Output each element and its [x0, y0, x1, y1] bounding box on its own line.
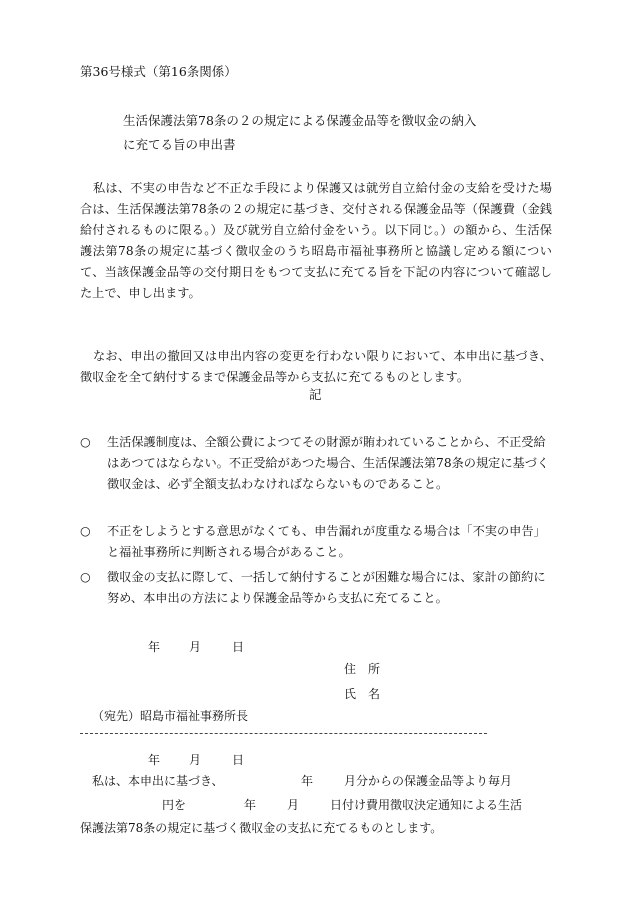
approval-line2-yen-label: 円を [162, 798, 187, 812]
circle-bullet-icon: ○ [80, 570, 91, 584]
confirmation-item [80, 432, 552, 495]
approval-line3: 保護法第78条の規定に基づく徴収金の支払に充てるものとします。 [80, 821, 443, 835]
confirmation-item [80, 521, 552, 563]
body-paragraph-withdrawal: なお、申出の撤回又は申出内容の変更を行わない限りにおいて、本申出に基づき、徴収金を全て納付するまで保護金品等から支払に充てるものとします。 [80, 349, 552, 384]
cut-line-divider [80, 733, 487, 734]
confirmation-item-text: 徴収金の支払に際して、一括して納付することが困難な場合には、家計の節約に努め、本申出の方法により保護金品等から支払に充てること。 [107, 570, 546, 605]
approval-line2-month-label: 月 [287, 798, 300, 812]
form-number: 第36号様式（第16条関係） [80, 64, 237, 79]
approval-date-month-label: 月 [189, 753, 202, 767]
addressee: （宛先）昭島市福祉事務所長 [92, 709, 249, 723]
document-title-line1: 生活保護法第78条の２の規定による保護金品等を徴収金の納入 [123, 113, 477, 128]
approval-line1-prefix: 私は、本申出に基づき、 [92, 774, 224, 788]
applicant-date-year-label: 年 [148, 640, 161, 654]
approval-line2-suffix: 日付け費用徴収決定通知による生活 [330, 798, 523, 812]
document-title-line2: に充てる旨の申出書 [123, 137, 236, 152]
circle-bullet-icon: ○ [80, 524, 91, 538]
approval-date-year-label: 年 [148, 753, 161, 767]
confirmation-item-text: 生活保護制度は、全額公費によつてその財源が賄われていることから、不正受給はあつてはならない。不正受給があつた場合、生活保護法第78条の規定に基づく徴収金は、必ず全額支払わなければならないものであること。 [107, 435, 550, 491]
approval-date-day-label: 日 [232, 753, 245, 767]
approval-line1-year-label: 年 [301, 774, 314, 788]
body-paragraph-declaration: 私は、不実の申告など不正な手段により保護又は就労自立給付金の支給を受けた場合は、生活保護法第78条の２の規定に基づき、交付される保護金品等（保護費（金銭給付されるものに限る。）及び就労自立給付金をいう。以下同じ。）の額から、生活保護法第78条の規定に基づく徴収金のうち昭島市福祉事務所と協議し定める額について、当該保護金品等の交付期日をもつて支払に充てる旨を下記の内容について確認した上で、申し出ます。 [80, 181, 552, 300]
address-label: 住 所 [344, 662, 381, 676]
confirmation-item [80, 567, 552, 609]
approval-line2-year-label: 年 [244, 798, 257, 812]
name-label: 氏 名 [344, 687, 381, 701]
approval-line1-suffix: 月分からの保護金品等より毎月 [344, 774, 513, 788]
confirmation-item-text: 不正をしようとする意思がなくても、申告漏れが度重なる場合は「不実の申告」と福祉事務所に判断される場合があること。 [107, 524, 546, 559]
applicant-date-day-label: 日 [232, 640, 245, 654]
ki-heading: 記 [309, 387, 322, 402]
circle-bullet-icon: ○ [80, 435, 91, 449]
applicant-date-month-label: 月 [189, 640, 202, 654]
